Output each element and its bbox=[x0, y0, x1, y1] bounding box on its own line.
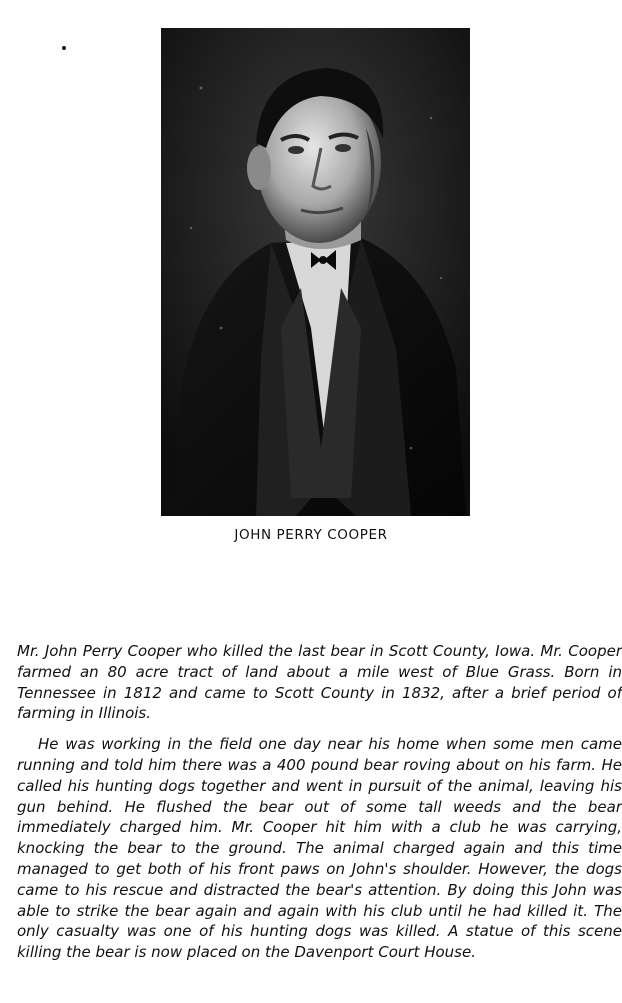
portrait-photo bbox=[161, 28, 470, 516]
portrait-image bbox=[161, 28, 470, 516]
article-paragraph-1: Mr. John Perry Cooper who killed the last bear in Scott County, Iowa. Mr. Cooper farmed an 80 acre tract of land about a mile west of Blue Grass. Born in Tennessee in 1812 and came to Scott County in 1832, after a brief period of farming in Illinois. bbox=[17, 642, 622, 723]
article-body bbox=[17, 641, 622, 963]
photo-caption: JOHN PERRY COOPER bbox=[234, 527, 388, 543]
print-speck bbox=[62, 46, 66, 50]
article-paragraph-2: He was working in the field one day near his home when some men came running and told him there was a 400 pound bear roving about on his farm. He called his hunting dogs together and went in pursuit of the animal, leaving his gun behind. He flushed the bear out of some tall weeds and the bear immediately charged him. Mr. Cooper hit him with a club he was carrying, knocking the bear to the ground. The animal charged again and this time managed to get both of his front paws on John's shoulder. However, the dogs came to his rescue and distracted the bear's attention. By doing this John was able to strike the bear again and again with his club until he had killed it. The only casualty was one of his hunting dogs was killed. A statue of this scene killing the bear is now placed on the Davenport Court House. bbox=[17, 735, 622, 962]
